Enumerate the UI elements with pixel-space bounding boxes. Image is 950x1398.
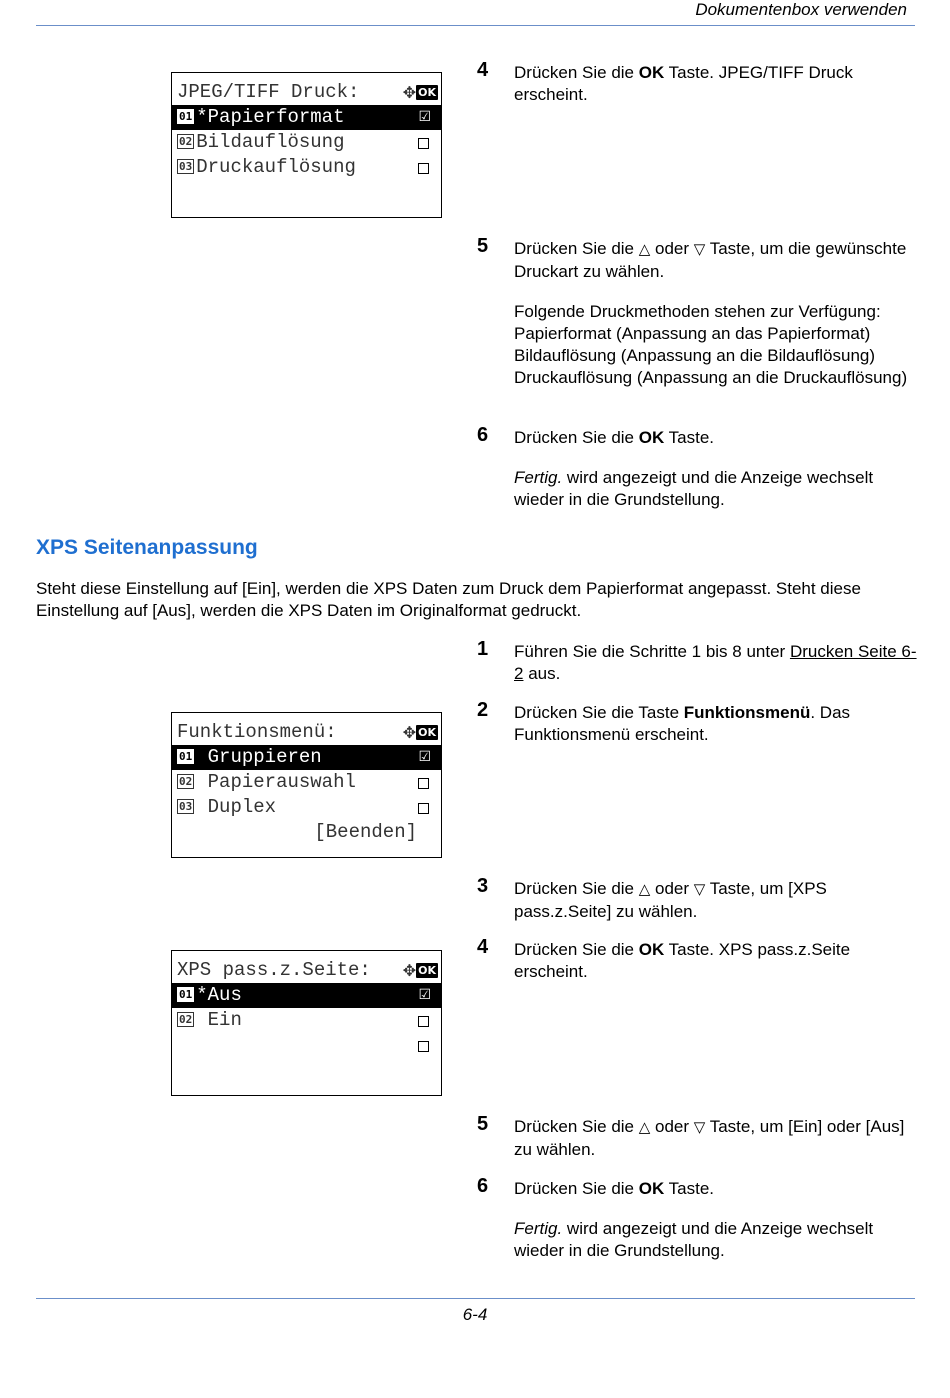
checked-icon: ☑ <box>418 749 431 765</box>
step-number: 4 <box>477 59 489 81</box>
step-number: 6 <box>477 424 489 446</box>
header-rule <box>36 25 915 26</box>
lcd-title-row <box>172 80 441 105</box>
nav-ok-icon: ✥ OK <box>402 723 436 742</box>
section-intro: Steht diese Einstellung auf [Ein], werden die XPS Daten zum Druck dem Papierformat angepasst. Steht diese Einstellung auf [Aus], werden die XPS Daten im Originalformat gedruckt. <box>36 579 861 620</box>
lcd-row-label: *Papierformat <box>196 106 345 128</box>
step-b-6: 6 Drücken Sie die OK Taste. Fertig. wird angezeigt und die Anzeige wechselt wieder in die Grundstellung. <box>477 1175 874 1260</box>
step-b-3: 3 Drücken Sie die △ oder ▽ Taste, um [XPS pass.z.Seite] zu wählen. <box>477 875 827 921</box>
checkbox-icon <box>418 138 429 149</box>
lcd-row-selected <box>172 105 441 130</box>
step-number: 6 <box>477 1175 489 1197</box>
lcd-row-label: Bildauflösung <box>196 131 345 153</box>
lcd-row <box>172 155 441 180</box>
step-b-4: 4 Drücken Sie die OK Taste. XPS pass.z.Seite erscheint. <box>477 936 851 981</box>
section-title: XPS Seitenanpassung <box>36 536 258 559</box>
step-number: 3 <box>477 875 489 897</box>
checkbox-icon <box>418 1041 429 1052</box>
page-number: 6-4 <box>462 1305 488 1324</box>
checked-icon: ☑ <box>418 987 431 1003</box>
checkbox-icon <box>418 1016 429 1027</box>
lcd-row-label: Gruppieren <box>207 746 322 768</box>
up-triangle-icon: △ <box>638 881 651 898</box>
lcd-row-label: Duplex <box>207 796 277 818</box>
step-a-4: 4 Drücken Sie die OK Taste. JPEG/TIFF Druck erscheint. <box>477 59 853 104</box>
item-number-badge: 01 <box>179 110 193 123</box>
step-a-5: 5 Drücken Sie die △ oder ▽ Taste, um die gewünschte Druckart zu wählen. Folgende Druckmethoden stehen zur Verfügung: Papierformat (Anpassung an das Papierformat) Bildauflösung (Anpassung an die Bildauflösung) Druckauflösung (Anpassung an die Druckauflösung) <box>477 238 917 389</box>
step-number: 4 <box>477 936 489 958</box>
lcd-row <box>172 1008 441 1033</box>
step-b-2: 2 Drücken Sie die Taste Funktionsmenü. Das Funktionsmenü erscheint. <box>477 699 851 744</box>
step-number: 5 <box>477 1113 489 1135</box>
item-number-badge: 02 <box>179 775 193 788</box>
lcd-function-menu <box>171 712 442 858</box>
lcd-title: Funktionsmenü: <box>177 721 337 743</box>
lcd-row <box>172 795 441 820</box>
lcd-title-row <box>172 720 441 745</box>
lcd-row-label: Ein <box>207 1009 242 1031</box>
page-header: Dokumentenbox verwenden <box>695 0 907 19</box>
item-number-badge: 01 <box>179 750 193 763</box>
lcd-row-label: Papierauswahl <box>207 771 356 793</box>
printing-page-link[interactable]: Drucken Seite 6-2 <box>514 642 917 683</box>
up-triangle-icon: △ <box>638 1119 651 1136</box>
step-number: 5 <box>477 235 489 257</box>
up-triangle-icon: △ <box>638 241 651 258</box>
checked-icon: ☑ <box>418 109 431 125</box>
step-number: 2 <box>477 699 489 721</box>
checkbox-icon <box>418 778 429 789</box>
lcd-row-selected <box>172 983 441 1008</box>
lcd-title: JPEG/TIFF Druck: <box>177 81 360 103</box>
lcd-row <box>172 770 441 795</box>
footer-rule <box>36 1298 915 1299</box>
step-number: 1 <box>477 638 489 660</box>
print-methods-note: Folgende Druckmethoden stehen zur Verfügung: Papierformat (Anpassung an das Papierformat) Bildauflösung (Anpassung an die Bildauflösung) Druckauflösung (Anpassung an die Druckauflösung) <box>514 302 908 387</box>
nav-ok-icon: ✥ OK <box>402 961 436 980</box>
item-number-badge: 03 <box>179 160 193 173</box>
item-number-badge: 03 <box>179 800 193 813</box>
lcd-row-label: Druckauflösung <box>196 156 356 178</box>
checkbox-icon <box>418 163 429 174</box>
down-triangle-icon: ▽ <box>693 881 706 898</box>
lcd-row-label: *Aus <box>196 984 242 1006</box>
step-b-1: 1 Führen Sie die Schritte 1 bis 8 unter Drucken Seite 6-2 aus. <box>477 638 917 683</box>
lcd-jpeg-tiff-print <box>171 72 442 218</box>
step-a-6: 6 Drücken Sie die OK Taste. Fertig. wird angezeigt und die Anzeige wechselt wieder in die Grundstellung. <box>477 424 874 509</box>
down-triangle-icon: ▽ <box>693 1119 706 1136</box>
item-number-badge: 01 <box>179 988 193 1001</box>
down-triangle-icon: ▽ <box>693 241 706 258</box>
lcd-xps-fit-to-page <box>171 950 442 1096</box>
lcd-title-row <box>172 958 441 983</box>
lcd-end-option: [Beenden] <box>314 821 417 843</box>
nav-ok-icon: ✥ OK <box>402 83 436 102</box>
lcd-title: XPS pass.z.Seite: <box>177 959 371 981</box>
lcd-row <box>172 130 441 155</box>
item-number-badge: 02 <box>179 135 193 148</box>
checkbox-icon <box>418 803 429 814</box>
lcd-row-empty <box>172 1033 441 1058</box>
item-number-badge: 02 <box>179 1013 193 1026</box>
lcd-row-selected <box>172 745 441 770</box>
step-b-5: 5 Drücken Sie die △ oder ▽ Taste, um [Ein] oder [Aus] zu wählen. <box>477 1113 905 1159</box>
